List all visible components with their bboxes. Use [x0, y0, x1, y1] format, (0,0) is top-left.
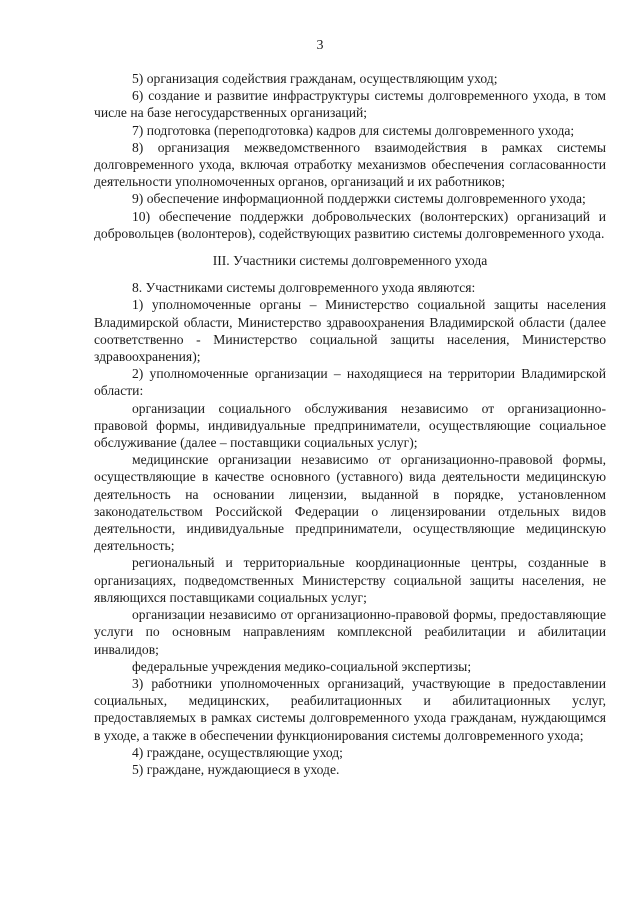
- paragraph: 7) подготовка (переподготовка) кадров для системы долговременного ухода;: [132, 122, 575, 138]
- paragraph: 5) организация содействия гражданам, осуществляющим уход;: [132, 71, 498, 86]
- paragraph: 5) граждане, нуждающиеся в уходе.: [132, 761, 340, 777]
- paragraph: организации социального обслуживания независимо от организационно-правовой формы, индивидуальные предприниматели, осуществляющие социальное обслуживание (далее – поставщики социальных услуг);: [94, 400, 606, 451]
- document-body: [94, 70, 606, 778]
- paragraph: 8) организация межведомственного взаимодействия в рамках системы долговременного ухода, включая отработку механизмов обеспечения согласованности деятельности уполномоченных органов, организаций и их работников;: [94, 139, 606, 190]
- paragraph: 9) обеспечение информационной поддержки системы долговременного ухода;: [132, 191, 586, 207]
- paragraph: 2) уполномоченные организации – находящиеся на территории Владимирской области:: [94, 366, 606, 399]
- page-number: 3: [316, 38, 324, 53]
- paragraph: 1) уполномоченные органы – Министерство социальной защиты населения Владимирской области, Министерство здравоохранения Владимирской области (далее соответственно - Министерство социальной защиты населения, Министерство здравоохранения);: [94, 297, 606, 365]
- paragraph: федеральные учреждения медико-социальной экспертизы;: [132, 658, 472, 674]
- paragraph: 10) обеспечение поддержки добровольческих (волонтерских) организаций и добровольцев (волонтеров), содействующих развитию системы долговременного ухода.: [94, 208, 606, 241]
- paragraph: региональный и территориальные координационные центры, созданные в организациях, подведомственных Министерству социальной защиты населения, не являющихся поставщиками социальных услуг;: [94, 555, 606, 605]
- paragraph: организации независимо от организационно-правовой формы, предоставляющие услуги по основным направлениям комплексной реабилитации и абилитации инвалидов;: [94, 607, 606, 657]
- paragraph: 3) работники уполномоченных организаций, участвующие в предоставлении социальных, медицинских, реабилитационных и абилитационных услуг, предоставляемых в рамках системы долговременного ухода гражданам, нуждающимся в уходе, а также в обеспечении функционирования системы долговременного ухода;: [94, 675, 606, 743]
- paragraph: медицинские организации независимо от организационно-правовой формы, осуществляющие в качестве основного (уставного) вида деятельности медицинскую деятельность на основании лицензии, выданной в порядке, установленном законодательством Российской Федерации о лицензировании отдельных видов деятельности, индивидуальные предприниматели, осуществляющие медицинскую деятельность;: [94, 452, 606, 554]
- paragraph: 8. Участниками системы долговременного ухода являются:: [132, 280, 476, 296]
- paragraph: 4) граждане, осуществляющие уход;: [132, 744, 343, 760]
- section-heading: III. Участники системы долговременного ухода: [212, 253, 488, 269]
- paragraph: 6) создание и развитие инфраструктуры системы долговременного ухода, в том числе на базе негосударственных организаций;: [94, 88, 606, 121]
